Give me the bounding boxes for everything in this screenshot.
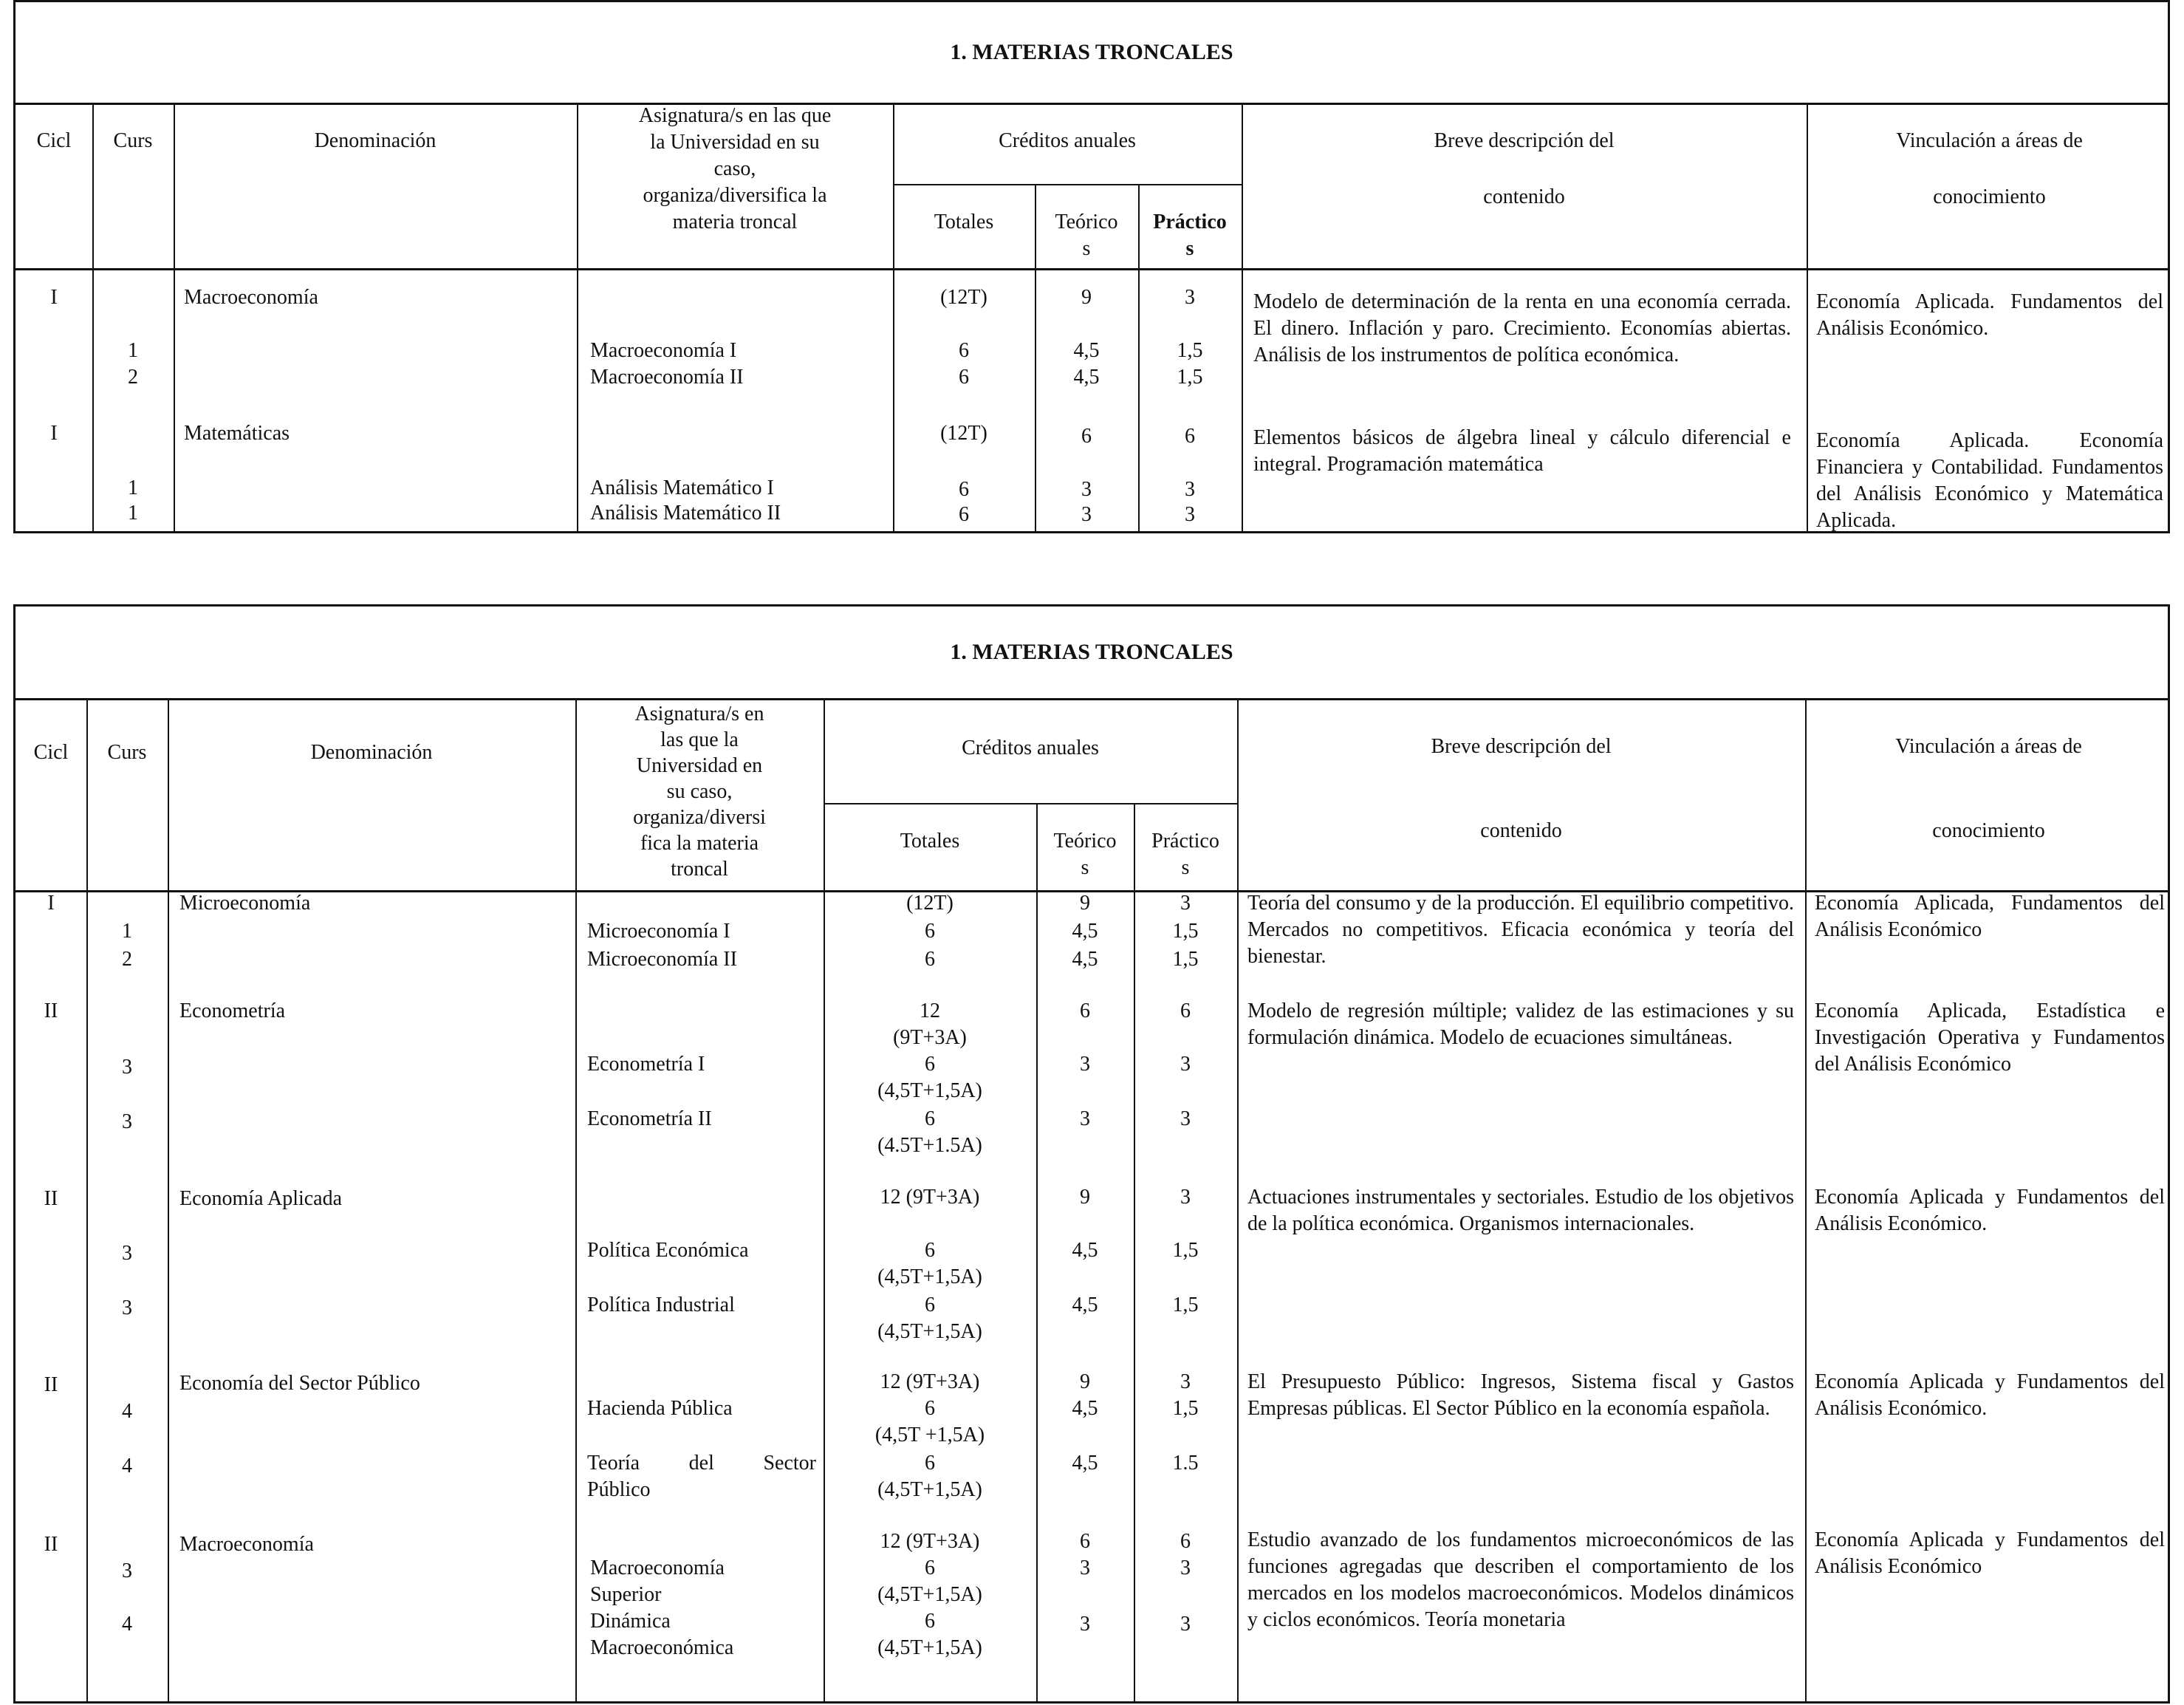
header-teoricos: Teórico s <box>1055 211 1118 260</box>
cell-denominacion: Macroeconomía <box>184 286 318 309</box>
cell-asignatura: Microeconomía I <box>587 920 730 943</box>
cell-teoricos: 6 <box>1080 1530 1090 1553</box>
cell-teoricos: 3 <box>1081 503 1092 526</box>
cell-asignatura: Teoría del Sector Público <box>587 1452 816 1501</box>
cell-teoricos: 3 <box>1080 1053 1090 1076</box>
cell-denominacion: Matemáticas <box>184 422 290 445</box>
cell-ciclo: I <box>47 892 55 915</box>
table-materias-troncales-1 <box>13 0 2170 533</box>
cell-curso: 1 <box>128 476 138 499</box>
cell-totales: 6 (4.5T+1.5A) <box>877 1107 982 1157</box>
cell-descripcion: El Presupuesto Público: Ingresos, Sistema fiscal y Gastos Empresas públicas. El Sector Público en la economía española. <box>1247 1370 1794 1420</box>
cell-totales: 12 (9T+3A) <box>880 1530 980 1553</box>
header-creditos: Créditos anuales <box>999 129 1136 152</box>
cell-practicos: 3 <box>1180 1053 1191 1076</box>
header-creditos: Créditos anuales <box>962 737 1099 759</box>
cell-teoricos: 9 <box>1080 1370 1090 1393</box>
cell-teoricos: 3 <box>1080 1613 1090 1636</box>
cell-totales: 6 <box>959 503 969 526</box>
cell-curso: 3 <box>122 1559 132 1582</box>
cell-teoricos: 4,5 <box>1072 1294 1098 1316</box>
cell-vinculacion: Economía Aplicada y Fundamentos del Análisis Económico. <box>1815 1186 2165 1235</box>
cell-practicos: 6 <box>1185 425 1195 448</box>
cell-ciclo: II <box>44 1187 58 1210</box>
cell-denominacion: Economía Aplicada <box>179 1187 343 1210</box>
cell-curso: 3 <box>122 1242 132 1265</box>
cell-teoricos: 3 <box>1080 1107 1090 1130</box>
cell-asignatura: Análisis Matemático I <box>590 476 774 499</box>
cell-vinculacion: Economía Aplicada. Fundamentos del Análisis Económico. <box>1816 290 2163 340</box>
cell-denominacion: Macroeconomía <box>179 1533 314 1556</box>
cell-asignatura: Econometría I <box>587 1053 705 1076</box>
cell-totales: 6 <box>959 478 969 501</box>
table-title: 1. MATERIAS TRONCALES <box>16 2 2168 105</box>
cell-teoricos: 4,5 <box>1072 1397 1098 1420</box>
cell-totales: 6 (4,5T+1,5A) <box>877 1610 982 1659</box>
header-curso: Curs <box>113 129 153 152</box>
cell-practicos: 1,5 <box>1172 920 1199 943</box>
cell-ciclo: I <box>50 286 58 309</box>
header-totales: Totales <box>934 211 994 233</box>
cell-curso: 1 <box>128 502 138 525</box>
cell-asignatura: Política Industrial <box>587 1294 735 1316</box>
cell-totales: 6 (4,5T+1,5A) <box>877 1294 982 1343</box>
header-curso: Curs <box>107 741 147 764</box>
cell-curso: 4 <box>122 1400 132 1423</box>
header-practicos: Práctico s <box>1153 211 1227 260</box>
cell-practicos: 3 <box>1180 1557 1191 1579</box>
cell-teoricos: 3 <box>1081 478 1092 501</box>
cell-totales: 6 (4,5T+1,5A) <box>877 1452 982 1501</box>
header-descripcion: Breve descripción del contenido <box>1434 129 1615 208</box>
cell-practicos: 3 <box>1180 1107 1191 1130</box>
cell-practicos: 1,5 <box>1172 1294 1199 1316</box>
cell-teoricos: 6 <box>1080 1000 1090 1022</box>
cell-curso: 1 <box>128 339 138 362</box>
cell-ciclo: I <box>50 422 58 445</box>
cell-totales: 6 <box>959 339 969 362</box>
table-materias-troncales-2 <box>13 604 2170 1704</box>
cell-descripcion: Elementos básicos de álgebra lineal y cálculo diferencial e integral. Programación matemática <box>1253 426 1791 476</box>
cell-curso: 4 <box>122 1455 132 1477</box>
cell-descripcion: Estudio avanzado de los fundamentos microeconómicos de las funciones agregadas que describen el comportamiento de los mercados en los modelos macroeconómicos. Modelos dinámicos y ciclos económicos. Teoría monetaria <box>1247 1528 1794 1631</box>
cell-teoricos: 4,5 <box>1072 948 1098 971</box>
header-asignaturas: Asignatura/s en las que la Universidad en su caso, organiza/diversifica la materia troncal <box>638 104 832 233</box>
cell-teoricos: 4,5 <box>1072 1239 1098 1262</box>
cell-vinculacion: Economía Aplicada. Economía Financiera y Contabilidad. Fundamentos del Análisis Económico y Matemática Aplicada. <box>1816 429 2163 532</box>
cell-teoricos: 9 <box>1081 286 1092 309</box>
cell-vinculacion: Economía Aplicada, Estadística e Investigación Operativa y Fundamentos del Análisis Económico <box>1815 1000 2165 1076</box>
cell-descripcion: Teoría del consumo y de la producción. El equilibrio competitivo. Mercados no competitivos. Eficacia económica y teoría del bienestar. <box>1247 892 1794 968</box>
cell-asignatura: Microeconomía II <box>587 948 737 971</box>
header-denominacion: Denominación <box>310 741 433 764</box>
cell-totales: 6 (4,5T +1,5A) <box>874 1397 985 1446</box>
table-body <box>16 890 2168 1701</box>
cell-vinculacion: Economía Aplicada, Fundamentos del Análisis Económico <box>1815 892 2165 941</box>
cell-denominacion: Econometría <box>179 1000 286 1022</box>
cell-asignatura: Análisis Matemático II <box>590 502 781 525</box>
cell-teoricos: 9 <box>1080 892 1090 915</box>
cell-practicos: 1,5 <box>1177 366 1203 389</box>
header-vinculacion: Vinculación a áreas de conocimiento <box>1896 129 2083 208</box>
cell-descripcion: Actuaciones instrumentales y sectoriales. Estudio de los objetivos de la política económica. Organismos internacionales. <box>1247 1186 1794 1235</box>
cell-curso: 2 <box>122 948 132 971</box>
cell-denominacion: Microeconomía <box>179 892 311 915</box>
cell-teoricos: 9 <box>1080 1186 1090 1209</box>
cell-practicos: 3 <box>1185 286 1195 309</box>
cell-practicos: 1,5 <box>1172 1397 1199 1420</box>
table-body <box>16 268 2168 531</box>
cell-totales: 12 (9T+3A) <box>880 1370 980 1393</box>
cell-practicos: 3 <box>1180 1186 1191 1209</box>
cell-asignatura: Hacienda Pública <box>587 1397 733 1420</box>
header-ciclo: Cicl <box>36 129 72 152</box>
header-descripcion: Breve descripción del contenido <box>1431 735 1612 842</box>
cell-teoricos: 4,5 <box>1073 339 1100 362</box>
cell-practicos: 3 <box>1185 503 1195 526</box>
cell-asignatura: Macroeconomía II <box>590 366 744 389</box>
cell-totales: 6 (4,5T+1,5A) <box>877 1053 982 1102</box>
cell-descripcion: Modelo de regresión múltiple; validez de las estimaciones y su formulación dinámica. Modelo de ecuaciones simultáneas. <box>1247 1000 1794 1049</box>
header-vinculacion: Vinculación a áreas de conocimiento <box>1895 735 2082 842</box>
cell-ciclo: II <box>44 1533 58 1556</box>
table-title: 1. MATERIAS TRONCALES <box>16 607 2168 700</box>
cell-teoricos: 4,5 <box>1072 1452 1098 1475</box>
cell-curso: 1 <box>122 920 132 943</box>
cell-asignatura: Macroeconomía I <box>590 339 737 362</box>
cell-vinculacion: Economía Aplicada y Fundamentos del Análisis Económico <box>1815 1528 2165 1578</box>
cell-denominacion: Economía del Sector Público <box>179 1372 420 1395</box>
cell-curso: 3 <box>122 1056 132 1079</box>
cell-curso: 3 <box>122 1110 132 1133</box>
cell-totales: 6 (4,5T+1,5A) <box>877 1557 982 1606</box>
table-header <box>16 698 2168 892</box>
cell-descripcion: Modelo de determinación de la renta en una economía cerrada. El dinero. Inflación y paro. Crecimiento. Economías abiertas. Análisis de los instrumentos de política económica. <box>1253 290 1791 366</box>
cell-practicos: 1,5 <box>1172 1239 1199 1262</box>
cell-asignatura: Econometría II <box>587 1107 712 1130</box>
cell-asignatura: Política Económica <box>587 1239 749 1262</box>
cell-practicos: 1.5 <box>1172 1452 1199 1475</box>
cell-totales: (12T) <box>940 422 987 445</box>
cell-practicos: 1,5 <box>1172 948 1199 971</box>
header-practicos: Práctico s <box>1151 830 1219 879</box>
cell-practicos: 6 <box>1180 1530 1191 1553</box>
cell-totales: (12T) <box>940 286 987 309</box>
cell-teoricos: 4,5 <box>1073 366 1100 389</box>
cell-ciclo: II <box>44 1373 58 1396</box>
header-asignaturas: Asignatura/s en las que la Universidad en su caso, organiza/diversi fica la materia troncal <box>633 703 766 881</box>
cell-practicos: 1,5 <box>1177 339 1203 362</box>
cell-totales: 6 <box>959 366 969 389</box>
cell-teoricos: 6 <box>1081 425 1092 448</box>
cell-teoricos: 3 <box>1080 1557 1090 1579</box>
header-ciclo: Cicl <box>33 741 69 764</box>
header-denominacion: Denominación <box>314 129 437 152</box>
header-teoricos: Teórico s <box>1053 830 1117 879</box>
table-header <box>16 103 2168 270</box>
cell-asignatura: Macroeconomía Superior <box>590 1557 725 1606</box>
cell-practicos: 6 <box>1180 1000 1191 1022</box>
cell-totales: 6 <box>925 948 935 971</box>
cell-curso: 2 <box>128 366 138 389</box>
cell-totales: 12 (9T+3A) <box>880 1186 980 1209</box>
cell-curso: 4 <box>122 1613 132 1636</box>
cell-totales: 12 (9T+3A) <box>893 1000 967 1049</box>
cell-practicos: 3 <box>1180 892 1191 915</box>
cell-curso: 3 <box>122 1296 132 1319</box>
cell-practicos: 3 <box>1185 478 1195 501</box>
cell-ciclo: II <box>44 1000 58 1022</box>
cell-practicos: 3 <box>1180 1613 1191 1636</box>
cell-vinculacion: Economía Aplicada y Fundamentos del Análisis Económico. <box>1815 1370 2165 1420</box>
header-totales: Totales <box>900 830 960 852</box>
cell-teoricos: 4,5 <box>1072 920 1098 943</box>
cell-totales: (12T) <box>906 892 954 915</box>
cell-totales: 6 (4,5T+1,5A) <box>877 1239 982 1288</box>
cell-practicos: 3 <box>1180 1370 1191 1393</box>
cell-asignatura: Dinámica Macroeconómica <box>590 1610 734 1659</box>
cell-totales: 6 <box>925 920 935 943</box>
